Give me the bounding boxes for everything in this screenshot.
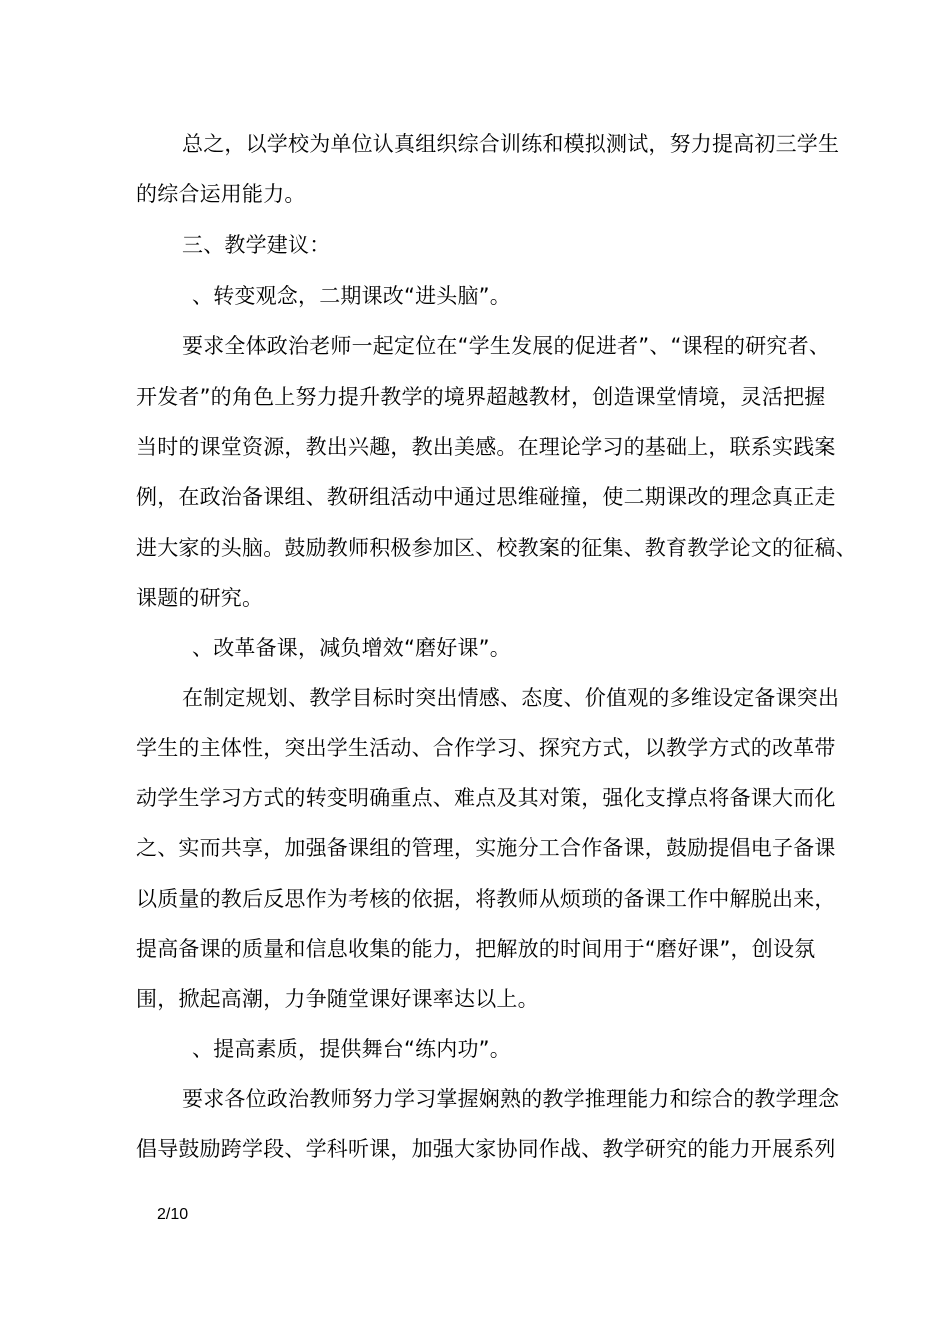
text-line: 要求各位政治教师努力学习掌握娴熟的教学推理能力和综合的教学理念	[182, 1087, 840, 1111]
text-line: 以质量的教后反思作为考核的依据，将教师从烦琐的备课工作中解脱出来，	[136, 887, 836, 911]
text-line: 提高备课的质量和信息收集的能力，把解放的时间用于“磨好课”，创设氛	[136, 937, 816, 961]
subsection-heading: 、转变观念，二期课改“进头脑”。	[192, 284, 511, 308]
text-line: 开发者”的角色上努力提升教学的境界超越教材，创造课堂情境，灵活把握	[136, 385, 826, 409]
text-line: 例，在政治备课组、教研组活动中通过思维碰撞，使二期课改的理念真正走	[136, 485, 836, 509]
section-heading: 三、教学建议：	[182, 233, 331, 257]
subsection-heading: 、改革备课，减负增效“磨好课”。	[192, 636, 511, 660]
text-line: 课题的研究。	[136, 586, 264, 610]
page-number: 2/10	[157, 1206, 189, 1223]
text-line: 进大家的头脑。鼓励教师积极参加区、校教案的征集、教育教学论文的征稿、	[136, 536, 857, 560]
text-line: 要求全体政治老师一起定位在“学生发展的促进者”、“课程的研究者、	[182, 334, 831, 358]
text-line: 围，掀起高潮，力争随堂课好课率达以上。	[136, 987, 539, 1011]
text-line: 在制定规划、教学目标时突出情感、态度、价值观的多维设定备课突出	[182, 686, 840, 710]
text-line: 倡导鼓励跨学段、学科听课，加强大家协同作战、教学研究的能力开展系列	[136, 1137, 836, 1161]
subsection-heading: 、提高素质，提供舞台“练内功”。	[192, 1037, 511, 1061]
text-line: 的综合运用能力。	[136, 182, 306, 206]
text-line: 之、实而共享，加强备课组的管理，实施分工合作备课，鼓励提倡电子备课	[136, 836, 836, 860]
text-line: 动学生学习方式的转变明确重点、难点及其对策，强化支撑点将备课大而化	[136, 786, 836, 810]
text-line: 当时的课堂资源，教出兴趣，教出美感。在理论学习的基础上，联系实践案	[136, 435, 836, 459]
text-line: 学生的主体性，突出学生活动、合作学习、探究方式，以教学方式的改革带	[136, 736, 836, 760]
text-line: 总之，以学校为单位认真组织综合训练和模拟测试，努力提高初三学生	[182, 132, 840, 156]
